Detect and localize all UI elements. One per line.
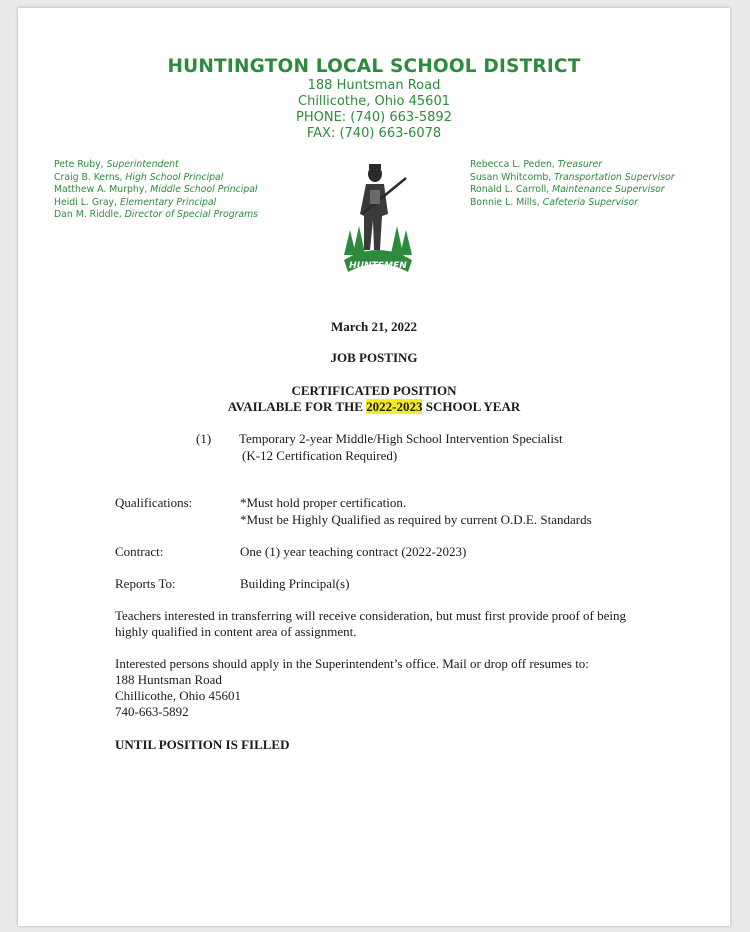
posting-heading: JOB POSTING xyxy=(330,350,418,365)
reports-label: Reports To: xyxy=(115,576,176,591)
qualifications-label: Qualifications: xyxy=(115,495,193,510)
staff-entry: Rebecca L. Peden, Treasurer xyxy=(470,159,603,170)
staff-list-right xyxy=(470,159,675,209)
staff-entry: Heidi L. Gray, Elementary Principal xyxy=(54,196,217,208)
address-line-1: 188 Huntsman Road xyxy=(307,78,441,93)
staff-entry: Pete Ruby, Superintendent xyxy=(54,159,179,170)
district-address-block xyxy=(18,78,730,142)
staff-entry: Susan Whitcomb, Transportation Supervisor xyxy=(470,171,675,183)
reports-value: Building Principal(s) xyxy=(240,576,350,591)
apply-address-2: Chillicothe, Ohio 45601 xyxy=(115,688,242,703)
contract-value: One (1) year teaching contract (2022-2023) xyxy=(240,544,467,559)
staff-entry: Dan M. Riddle, Director of Special Programs xyxy=(54,209,259,220)
huntsmen-logo xyxy=(340,160,416,278)
qualification-2: *Must be Highly Qualified as required by current O.D.E. Standards xyxy=(240,512,592,527)
staff-entry: Craig B. Kerns, High School Principal xyxy=(54,171,224,183)
item-note: (K-12 Certification Required) xyxy=(242,448,398,463)
qualification-1: *Must hold proper certification. xyxy=(240,495,407,510)
transfer-line-1: Teachers interested in transferring will receive consideration, but must first provide proof of being xyxy=(115,608,626,623)
apply-phone: 740-663-5892 xyxy=(115,704,189,719)
staff-entry: Matthew A. Murphy, Middle School Principal xyxy=(54,184,258,195)
availability-line: AVAILABLE FOR THE 2022-2023 SCHOOL YEAR xyxy=(227,399,521,414)
apply-address-1: 188 Huntsman Road xyxy=(115,672,222,687)
school-year-highlight: 2022-2023 xyxy=(366,399,423,414)
transfer-line-2: highly qualified in content area of assignment. xyxy=(115,624,357,639)
staff-entry: Bonnie L. Mills, Cafeteria Supervisor xyxy=(470,196,639,208)
fax-line: FAX: (740) 663-6078 xyxy=(306,126,442,141)
logo-text: HUNTSMEN xyxy=(349,261,407,271)
district-name: HUNTINGTON LOCAL SCHOOL DISTRICT xyxy=(167,56,581,77)
staff-list-left xyxy=(54,159,258,222)
contract-label: Contract: xyxy=(115,544,164,559)
posting-date: March 21, 2022 xyxy=(330,319,418,334)
closing-statement: UNTIL POSITION IS FILLED xyxy=(115,737,290,752)
position-type: CERTIFICATED POSITION xyxy=(291,383,457,398)
item-number: (1) xyxy=(196,431,212,446)
address-line-2: Chillicothe, Ohio 45601 xyxy=(298,94,450,109)
apply-line: Interested persons should apply in the Superintendent’s office. Mail or drop off resumes to: xyxy=(115,656,589,671)
phone-line: PHONE: (740) 663-5892 xyxy=(296,110,452,125)
staff-entry: Ronald L. Carroll, Maintenance Supervisor xyxy=(470,184,665,195)
document-page xyxy=(18,8,730,926)
item-title: Temporary 2-year Middle/High School Intervention Specialist xyxy=(239,431,563,446)
